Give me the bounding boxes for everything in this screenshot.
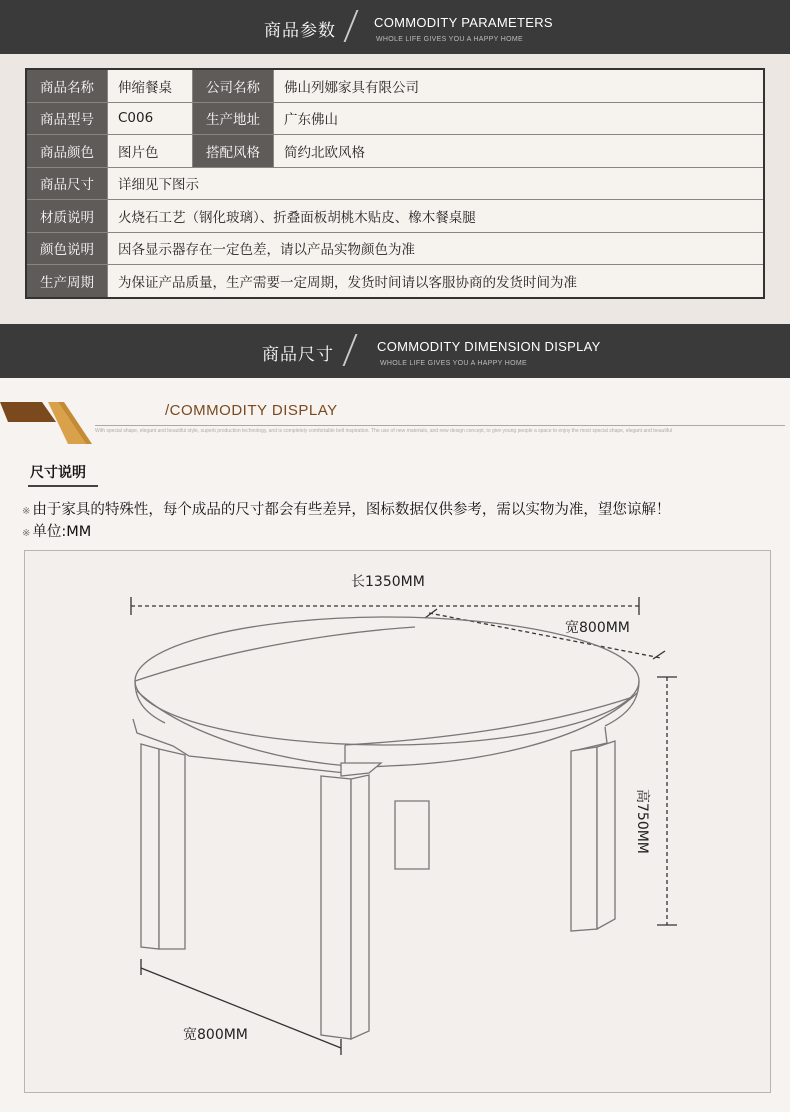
banner-title-en: COMMODITY DIMENSION DISPLAY — [377, 339, 601, 354]
size-note — [22, 498, 670, 519]
display-description: With special shape, elegant and beautiful style, superb production technology, and is completely comfortable belt inspiration. The use of new materials, and new design concept, to give young people a space to enjoy the most special shape, elegant and beautiful — [95, 428, 673, 434]
display-ornament-icon — [0, 396, 110, 446]
dining-table-illustration — [25, 551, 770, 1092]
display-title: /COMMODITY DISPLAY — [165, 402, 338, 419]
note-text: 由于家具的特殊性，每个成品的尺寸都会有些差异，图标数据仅供参考，需以实物为准，望您谅解！ — [32, 502, 671, 518]
banner-title-en: COMMODITY PARAMETERS — [374, 15, 553, 30]
param-label: 商品颜色 — [26, 135, 108, 168]
note-mark-icon: ※ — [22, 528, 31, 539]
table-row — [26, 69, 764, 102]
param-label: 商品名称 — [26, 69, 108, 102]
param-label: 生产周期 — [26, 265, 108, 298]
param-value: 因各显示器存在一定色差，请以产品实物颜色为准 — [108, 232, 765, 265]
banner-subtitle: WHOLE LIFE GIVES YOU A HAPPY HOME — [376, 36, 523, 43]
param-value: 简约北欧风格 — [274, 135, 765, 168]
param-value: 伸缩餐桌 — [108, 69, 193, 102]
param-value: C006 — [108, 102, 193, 135]
parameters-banner — [0, 0, 790, 54]
parameters-section — [0, 54, 790, 324]
param-label: 生产地址 — [193, 102, 274, 135]
param-value: 图片色 — [108, 135, 193, 168]
banner-divider — [344, 10, 359, 42]
param-value: 火烧石工艺（钢化玻璃）、折叠面板胡桃木贴皮、橡木餐桌腿 — [108, 200, 765, 233]
table-dimension-drawing — [24, 550, 771, 1093]
table-row — [26, 265, 764, 298]
table-row — [26, 200, 764, 233]
param-label: 颜色说明 — [26, 232, 108, 265]
banner-divider — [343, 334, 358, 366]
table-row — [26, 167, 764, 200]
banner-title-cn: 商品参数 — [264, 21, 336, 41]
unit-note — [22, 520, 91, 541]
height-label: 高750MM — [634, 789, 650, 854]
param-value: 佛山列娜家具有限公司 — [274, 69, 765, 102]
table-row — [26, 135, 764, 168]
unit-text: 单位:MM — [32, 524, 92, 540]
width-top-label: 宽800MM — [565, 620, 630, 636]
param-value: 为保证产品质量，生产需要一定周期，发货时间请以客服协商的发货时间为准 — [108, 265, 765, 298]
width-bottom-label: 宽800MM — [183, 1027, 248, 1043]
banner-title-cn: 商品尺寸 — [262, 345, 334, 365]
display-divider — [95, 425, 785, 426]
param-label: 搭配风格 — [193, 135, 274, 168]
param-label: 商品尺寸 — [26, 167, 108, 200]
param-label: 公司名称 — [193, 69, 274, 102]
param-label: 材质说明 — [26, 200, 108, 233]
param-label: 商品型号 — [26, 102, 108, 135]
param-value: 广东佛山 — [274, 102, 765, 135]
table-row — [26, 232, 764, 265]
table-row — [26, 102, 764, 135]
size-section-title: 尺寸说明 — [30, 465, 86, 481]
note-mark-icon: ※ — [22, 506, 31, 517]
param-value: 详细见下图示 — [108, 167, 765, 200]
dimension-section — [0, 378, 790, 1112]
dimension-banner — [0, 324, 790, 378]
size-title-underline — [28, 485, 98, 487]
banner-subtitle: WHOLE LIFE GIVES YOU A HAPPY HOME — [380, 360, 527, 367]
length-label: 长1350MM — [351, 574, 425, 590]
parameters-table — [25, 68, 765, 299]
